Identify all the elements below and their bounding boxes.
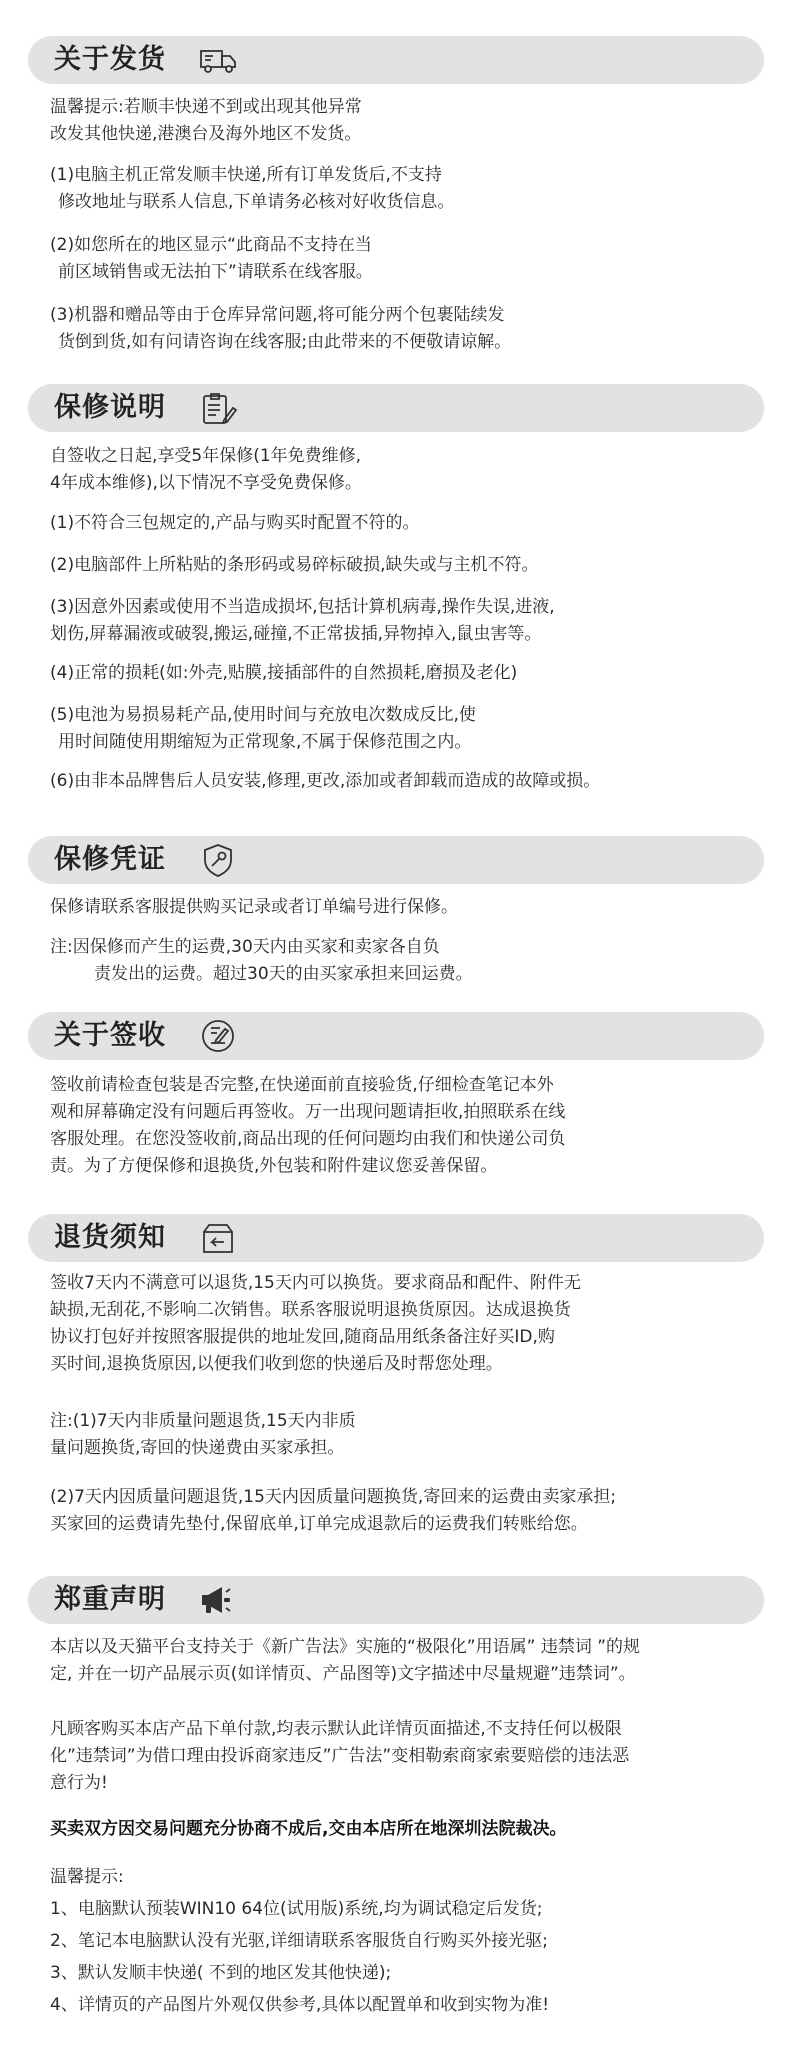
text-line: 改发其他快递,港澳台及海外地区不发货。 <box>50 124 362 144</box>
section-header-returns <box>28 1214 764 1262</box>
warranty-intro <box>50 443 770 497</box>
text-line: (1)不符合三包规定的,产品与购买时配置不符的。 <box>50 513 420 533</box>
text-line: 意行为! <box>50 1773 108 1793</box>
returns-note-1 <box>50 1408 770 1462</box>
tip-item: 3、默认发顺丰快递( 不到的地区发其他快递); <box>50 1963 392 1983</box>
return-box-icon <box>198 1220 238 1256</box>
section-title: 退货须知 <box>54 1222 166 1253</box>
warranty-item-5 <box>50 702 770 756</box>
text-line: 温馨提示:若顺丰快递不到或出现其他异常 <box>50 97 362 117</box>
text-line: 用时间随使用期缩短为正常现象,不属于保修范围之内。 <box>58 732 472 752</box>
warranty-item-4 <box>50 660 770 687</box>
text-line: (5)电池为易损易耗产品,使用时间与充放电次数成反比,使 <box>50 705 476 725</box>
shipping-item-2 <box>50 232 770 286</box>
text-line: 4年成本维修),以下情况不享受免费保修。 <box>50 473 362 493</box>
tip-item: 2、笔记本电脑默认没有光驱,详细请联系客服货自行购买外接光驱; <box>50 1931 548 1951</box>
shield-wrench-icon <box>198 842 238 878</box>
text-line: 本店以及天猫平台支持关于《新广告法》实施的“极限化”用语属” 违禁词 ”的规 <box>50 1637 641 1657</box>
truck-icon <box>198 42 238 78</box>
section-title: 郑重声明 <box>54 1584 166 1615</box>
text-line: 买家回的运费请先垫付,保留底单,订单完成退款后的运费我们转账给您。 <box>50 1514 588 1534</box>
receipt-text <box>50 1072 770 1180</box>
tip-item: 1、电脑默认预装WIN10 64位(试用版)系统,均为调试稳定后发货; <box>50 1899 543 1919</box>
returns-note-2 <box>50 1484 770 1538</box>
section-header-receipt <box>28 1012 764 1060</box>
statement-tips <box>50 1864 770 2019</box>
text-line: (3)机器和赠品等由于仓库异常问题,将可能分两个包裹陆续发 <box>50 305 505 325</box>
section-title: 关于签收 <box>54 1020 166 1051</box>
text-line: 自签收之日起,享受5年保修(1年免费维修, <box>50 446 362 466</box>
section-header-statement <box>28 1576 764 1624</box>
text-line: 划伤,屏幕漏液或破裂,搬运,碰撞,不正常拔插,异物掉入,鼠虫害等。 <box>50 624 542 644</box>
warranty-item-3 <box>50 594 770 648</box>
text-line: 定, 并在一切产品展示页(如详情页、产品图等)文字描述中尽量规避”违禁词”。 <box>50 1664 636 1684</box>
shipping-notice <box>50 94 770 148</box>
statement-para-1 <box>50 1634 770 1688</box>
shipping-item-3 <box>50 302 770 356</box>
text-line: 修改地址与联系人信息,下单请务必核对好收货信息。 <box>58 192 455 212</box>
text-line: 缺损,无刮花,不影响二次销售。联系客服说明退换货原因。达成退换货 <box>50 1300 571 1320</box>
text-line: 责。为了方便保修和退换货,外包装和附件建议您妥善保留。 <box>50 1156 498 1176</box>
voucher-text <box>50 894 770 921</box>
section-header-warranty <box>28 384 764 432</box>
statement-court-clause <box>50 1816 770 1843</box>
edit-circle-icon <box>198 1018 238 1054</box>
text-line: 买时间,退换货原因,以便我们收到您的快递后及时帮您处理。 <box>50 1354 503 1374</box>
text-line: 签收7天内不满意可以退货,15天内可以换货。要求商品和配件、附件无 <box>50 1273 581 1293</box>
text-line: 前区域销售或无法拍下”请联系在线客服。 <box>58 262 373 282</box>
text-line: (4)正常的损耗(如:外壳,贴膜,接插部件的自然损耗,磨损及老化) <box>50 663 518 683</box>
text-line: (1)电脑主机正常发顺丰快递,所有订单发货后,不支持 <box>50 165 442 185</box>
section-title: 保修说明 <box>54 392 166 423</box>
text-line: (6)由非本品牌售后人员安装,修理,更改,添加或者卸载而造成的故障或损。 <box>50 771 601 791</box>
text-line: 保修请联系客服提供购买记录或者订单编号进行保修。 <box>50 897 458 917</box>
section-title: 关于发货 <box>54 44 166 75</box>
section-header-voucher <box>28 836 764 884</box>
text-line: 凡顾客购买本店产品下单付款,均表示默认此详情页面描述,不支持任何以极限 <box>50 1719 622 1739</box>
section-title: 保修凭证 <box>54 844 166 875</box>
tip-item: 4、详情页的产品图片外观仅供参考,具体以配置单和收到实物为准! <box>50 1995 550 2015</box>
warranty-item-2 <box>50 552 770 579</box>
text-line: 观和屏幕确定没有问题后再签收。万一出现问题请拒收,拍照联系在线 <box>50 1102 566 1122</box>
text-line: (2)如您所在的地区显示“此商品不支持在当 <box>50 235 372 255</box>
statement-para-2 <box>50 1716 770 1797</box>
voucher-note <box>50 934 770 988</box>
text-line: 责发出的运费。超过30天的由买家承担来回运费。 <box>94 964 473 984</box>
megaphone-icon <box>196 1582 236 1618</box>
text-line: 客服处理。在您没签收前,商品出现的任何问题均由我们和快递公司负 <box>50 1129 566 1149</box>
clipboard-pen-icon <box>198 390 238 426</box>
text-line: (3)因意外因素或使用不当造成损坏,包括计算机病毒,操作失误,进液, <box>50 597 555 617</box>
tips-title: 温馨提示: <box>50 1867 124 1887</box>
warranty-item-6 <box>50 768 770 795</box>
text-line: (2)7天内因质量问题退货,15天内因质量问题换货,寄回来的运费由卖家承担; <box>50 1487 617 1507</box>
text-line: 化”违禁词”为借口理由投诉商家违反”广告法”变相勒索商家索要赔偿的违法恶 <box>50 1746 630 1766</box>
text-line: 协议打包好并按照客服提供的地址发回,随商品用纸条备注好买ID,购 <box>50 1327 555 1347</box>
text-line: 注:因保修而产生的运费,30天内由买家和卖家各自负 <box>50 937 440 957</box>
warranty-item-1 <box>50 510 770 537</box>
shipping-item-1 <box>50 162 770 216</box>
text-line: 货倒到货,如有问请咨询在线客服;由此带来的不便敬请谅解。 <box>58 332 512 352</box>
text-line: 量问题换货,寄回的快递费由买家承担。 <box>50 1438 345 1458</box>
text-line: 注:(1)7天内非质量问题退货,15天内非质 <box>50 1411 356 1431</box>
section-header-shipping <box>28 36 764 84</box>
text-line: 签收前请检查包装是否完整,在快递面前直接验货,仔细检查笔记本外 <box>50 1075 554 1095</box>
returns-text <box>50 1270 770 1378</box>
text-line: (2)电脑部件上所粘贴的条形码或易碎标破损,缺失或与主机不符。 <box>50 555 539 575</box>
text-line: 买卖双方因交易问题充分协商不成后,交由本店所在地深圳法院裁决。 <box>50 1819 567 1839</box>
